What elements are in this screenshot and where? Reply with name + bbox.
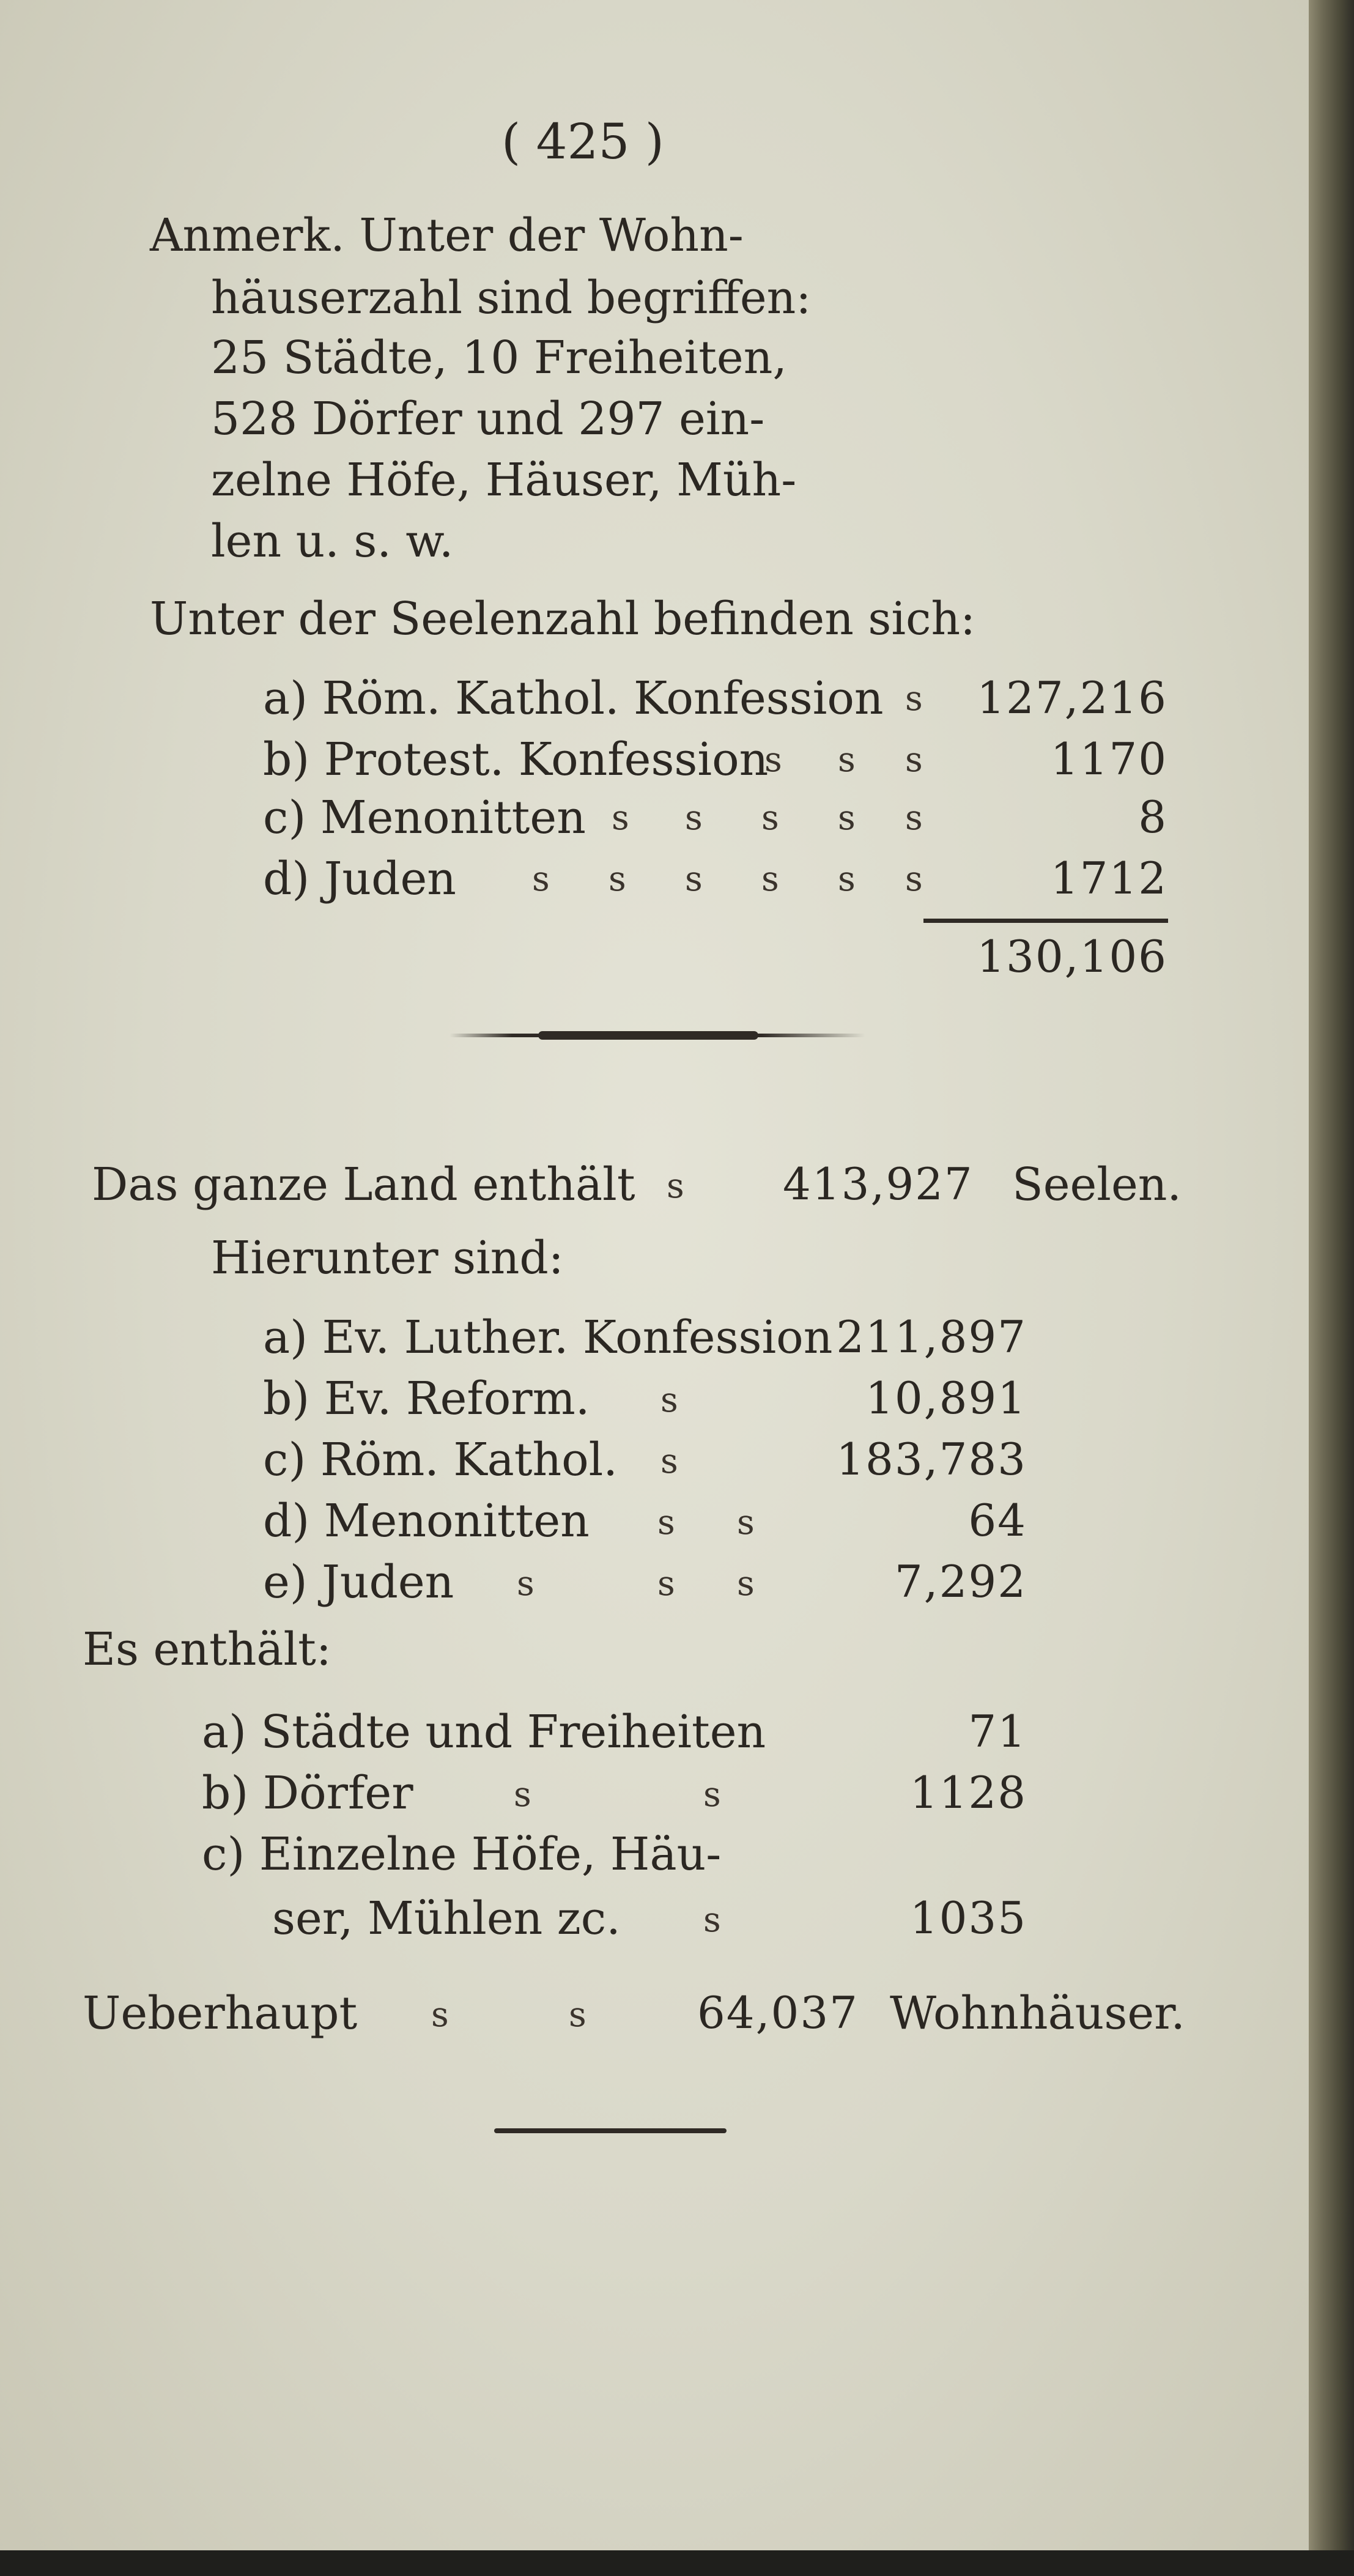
land-row-value: 183,783 xyxy=(836,1434,1027,1485)
land-row-label: b) Ev. Reform. xyxy=(263,1372,590,1425)
section-divider-bold xyxy=(538,1031,758,1040)
contains-row-value: 1035 xyxy=(909,1892,1027,1944)
contains-row-label: a) Städte und Freiheiten xyxy=(202,1706,766,1758)
leader-glyph: s xyxy=(660,1380,678,1420)
leader-glyph: s xyxy=(609,859,626,899)
souls-row-label: d) Juden xyxy=(263,853,456,905)
note-line-6: len u. s. w. xyxy=(211,515,454,568)
contains-row-label: ser, Mühlen zc. xyxy=(272,1892,621,1945)
leader-glyph: s xyxy=(569,1995,586,2035)
land-label: Das ganze Land enthält xyxy=(92,1158,635,1211)
leader-glyph: s xyxy=(657,1503,675,1542)
souls-row-label: a) Röm. Kathol. Konfession xyxy=(263,672,884,725)
leader-glyph: s xyxy=(612,798,629,838)
leader-glyph: s xyxy=(517,1564,535,1604)
land-row-label: d) Menonitten xyxy=(263,1495,590,1547)
souls-row-value: 127,216 xyxy=(977,672,1167,724)
end-divider xyxy=(494,2128,727,2133)
leader-glyph: s xyxy=(685,798,703,838)
note-line-2: häuserzahl sind begriffen: xyxy=(211,272,812,324)
contains-label: Es enthält: xyxy=(83,1623,331,1676)
leader-glyph: s xyxy=(905,859,923,899)
land-row-label: c) Röm. Kathol. xyxy=(263,1434,618,1486)
leader-glyph: s xyxy=(905,740,923,780)
leader-glyph: s xyxy=(737,1503,755,1542)
souls-row-value: 1170 xyxy=(1050,733,1167,785)
leader-glyph: s xyxy=(703,1775,721,1815)
land-unit: Seelen. xyxy=(1012,1158,1182,1211)
contains-row-label: b) Dörfer xyxy=(202,1767,413,1819)
souls-row-label: c) Menonitten xyxy=(263,791,586,844)
land-row-label: a) Ev. Luther. Konfession xyxy=(263,1311,833,1364)
souls-row-label: b) Protest. Konfession xyxy=(263,733,769,786)
land-row-value: 211,897 xyxy=(836,1311,1027,1363)
leader-glyph: s xyxy=(838,859,856,899)
leader-glyph: s xyxy=(667,1166,684,1206)
souls-total: 130,106 xyxy=(977,931,1167,982)
note-line-4: 528 Dörfer und 297 ein- xyxy=(211,393,765,445)
leader-glyph: s xyxy=(764,740,782,780)
land-sub-intro: Hierunter sind: xyxy=(211,1232,564,1284)
scan-bottom-edge xyxy=(0,2550,1354,2576)
leader-glyph: s xyxy=(905,679,923,719)
total-unit: Wohnhäuser. xyxy=(890,1987,1185,2040)
land-row-value: 64 xyxy=(968,1495,1027,1546)
contains-row-value: 71 xyxy=(968,1706,1027,1757)
page-number: ( 425 ) xyxy=(501,113,664,170)
leader-glyph: s xyxy=(431,1995,449,2035)
note-line-1: Anmerk. Unter der Wohn- xyxy=(150,209,744,262)
leader-glyph: s xyxy=(737,1564,755,1604)
leader-glyph: s xyxy=(838,740,856,780)
souls-row-value: 8 xyxy=(1138,791,1167,843)
land-value: 413,927 xyxy=(783,1158,974,1210)
land-row-value: 7,292 xyxy=(894,1556,1027,1607)
leader-glyph: s xyxy=(761,859,779,899)
contains-row-label: c) Einzelne Höfe, Häu- xyxy=(202,1828,722,1881)
leader-glyph: s xyxy=(905,798,923,838)
land-row-label: e) Juden xyxy=(263,1556,454,1608)
leader-glyph: s xyxy=(660,1442,678,1481)
note-line-3: 25 Städte, 10 Freiheiten, xyxy=(211,331,787,384)
leader-glyph: s xyxy=(703,1900,721,1940)
total-value: 64,037 xyxy=(697,1987,859,2038)
leader-glyph: s xyxy=(514,1775,531,1815)
leader-glyph: s xyxy=(838,798,856,838)
contains-row-value: 1128 xyxy=(909,1767,1027,1818)
book-spine-edge xyxy=(1309,0,1354,2576)
sum-rule xyxy=(923,919,1168,923)
note-line-5: zelne Höfe, Häuser, Müh- xyxy=(211,454,797,506)
land-row-value: 10,891 xyxy=(865,1372,1027,1424)
total-label: Ueberhaupt xyxy=(83,1987,358,2040)
leader-glyph: s xyxy=(532,859,550,899)
leader-glyph: s xyxy=(657,1564,675,1604)
souls-row-value: 1712 xyxy=(1050,853,1167,904)
souls-intro: Unter der Seelenzahl befinden sich: xyxy=(150,593,976,645)
leader-glyph: s xyxy=(761,798,779,838)
leader-glyph: s xyxy=(685,859,703,899)
